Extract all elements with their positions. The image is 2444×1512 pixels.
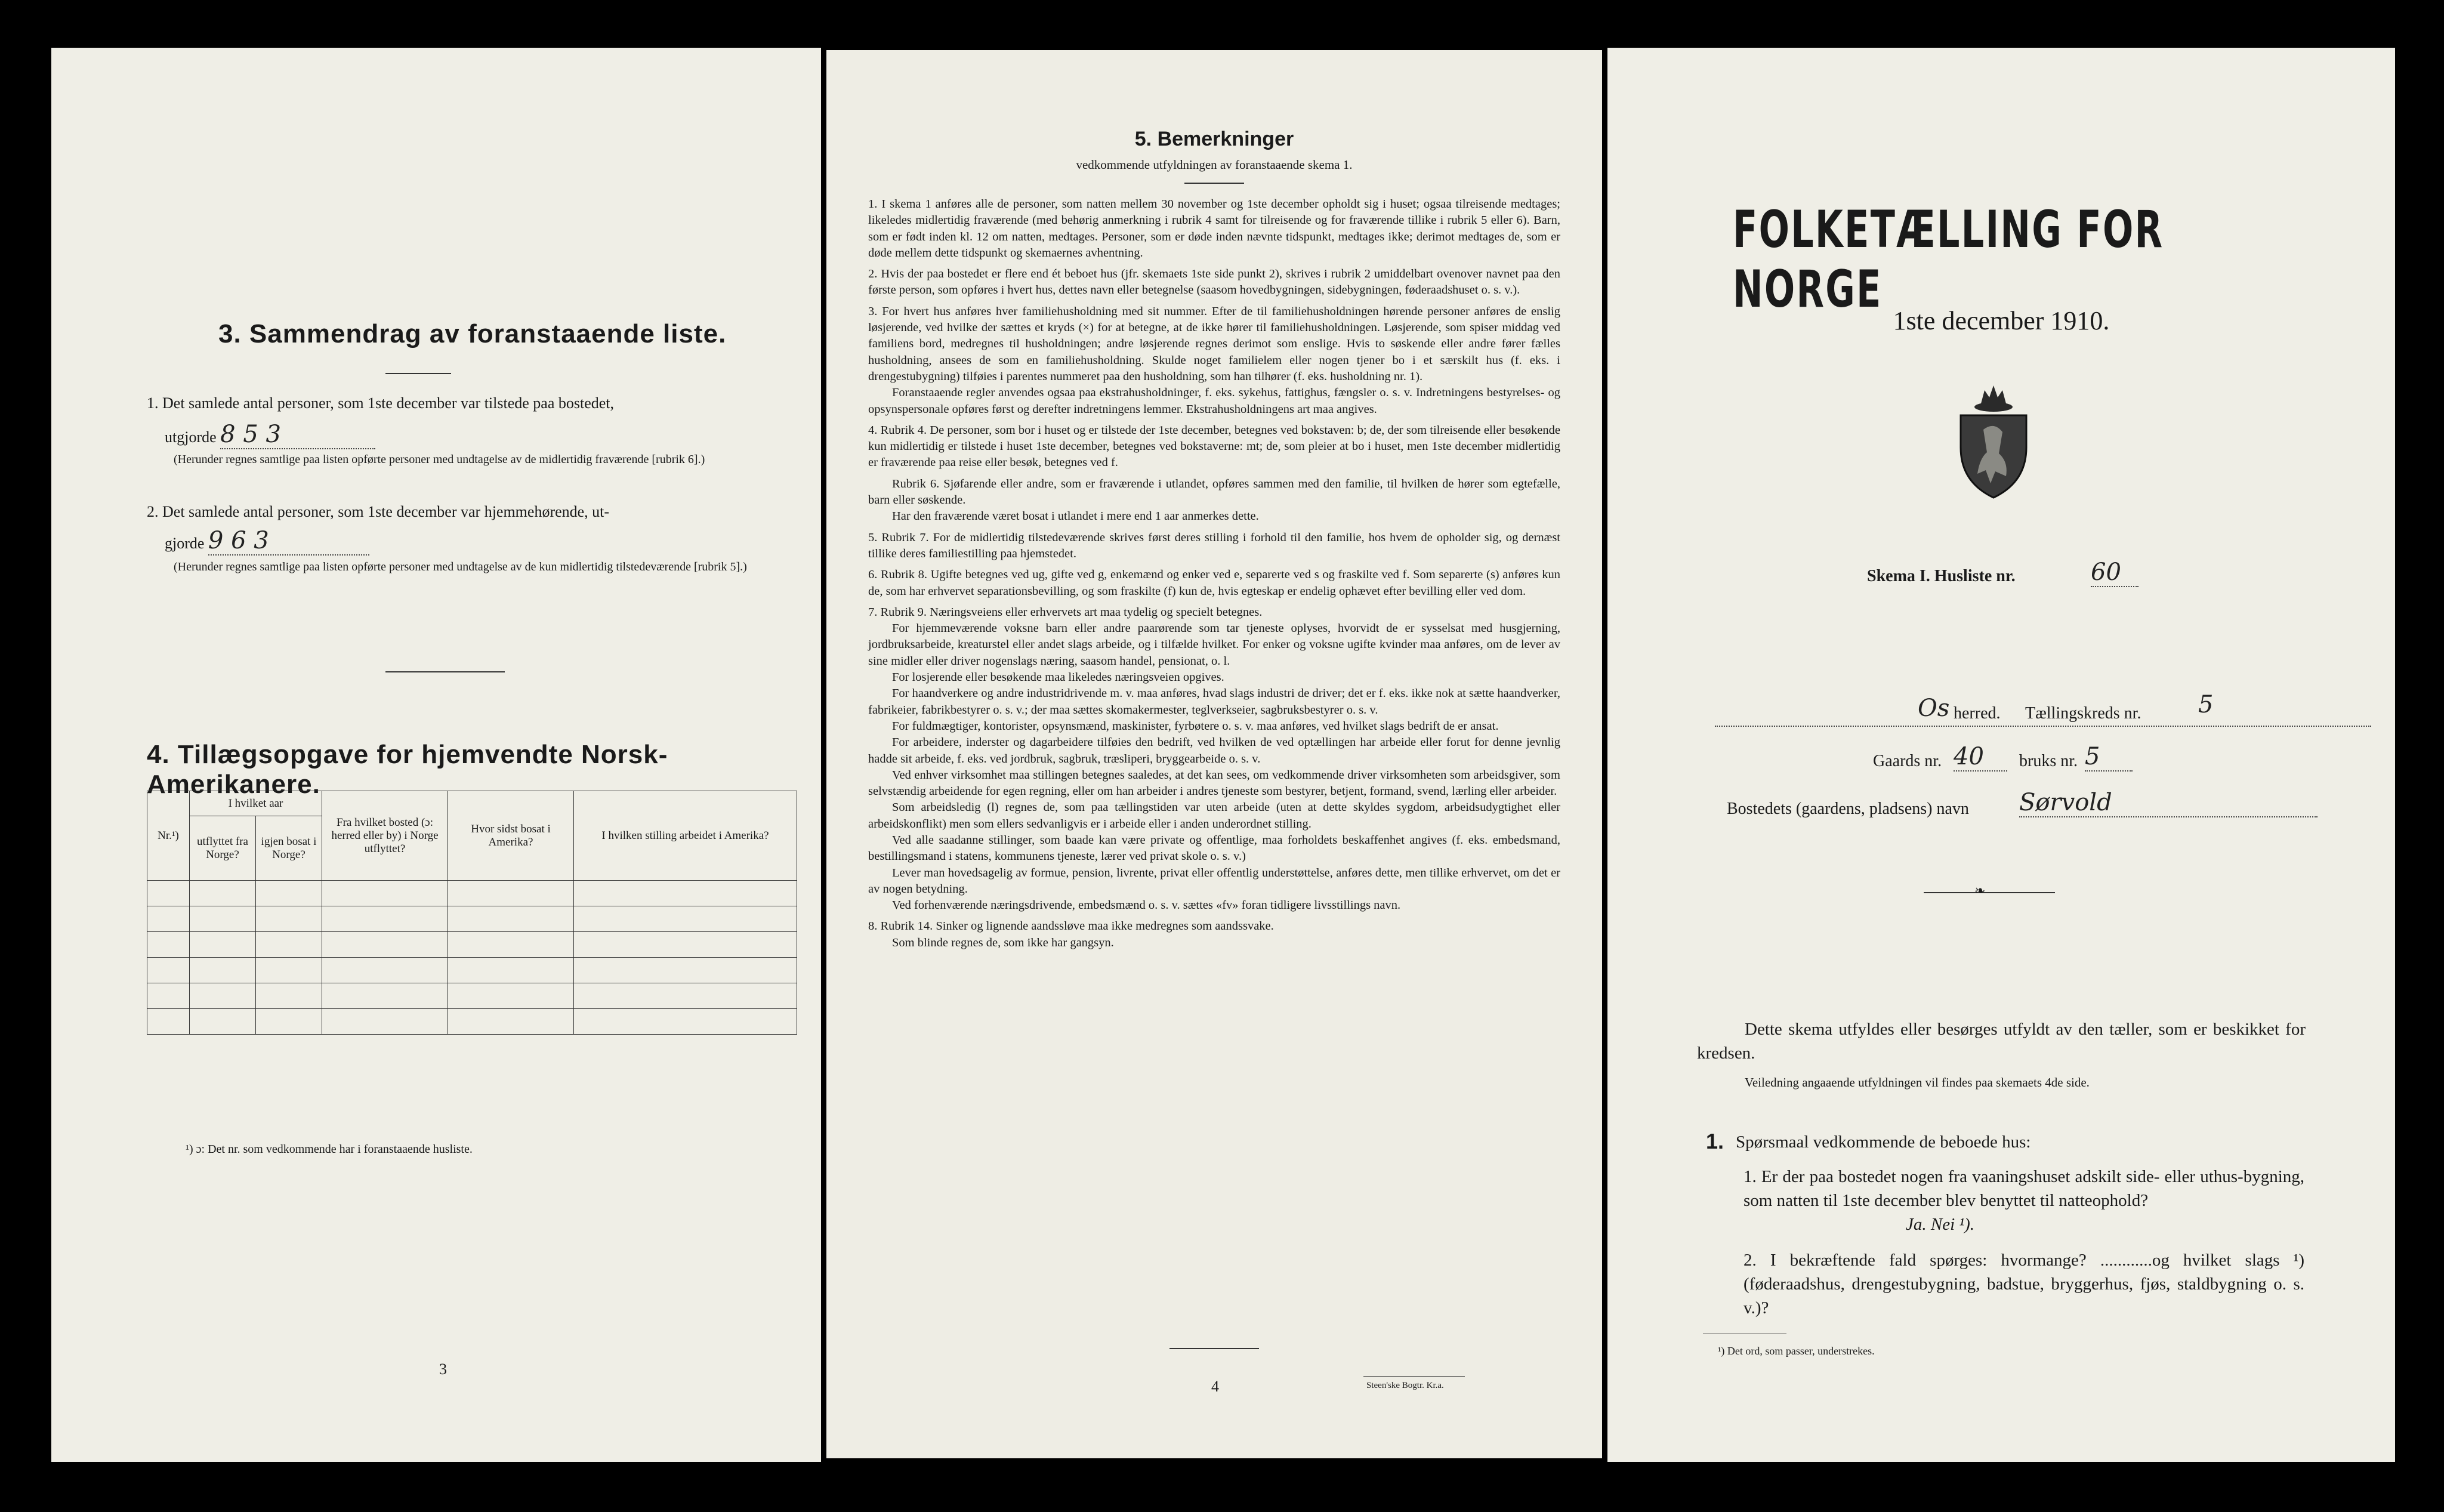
kreds-label: Tællingskreds nr. [2025, 704, 2141, 723]
summary-item-2-note: (Herunder regnes samtlige paa listen opførte personer med undtagelse av de kun midlertidig tilstedeværende [rubrik 5].) [174, 560, 747, 573]
question-section-number: 1. [1706, 1129, 1724, 1153]
middle-page [826, 50, 1602, 1458]
remark-paragraph: Rubrik 6. Sjøfarende eller andre, som er fraværende i utlandet, opføres sammen med den familie, til hvilken de hører som egtefælle, barn eller søskende. [868, 477, 1560, 507]
page-number: 3 [439, 1360, 447, 1378]
remark-paragraph: 8. Rubrik 14. Sinker og lignende aandssløve maa ikke medregnes som aandssvake. [868, 919, 1274, 933]
bruks-label: bruks nr. [2019, 752, 2078, 770]
printer-mark: Steen'ske Bogtr. Kr.a. [1366, 1381, 1444, 1390]
col-year-group: I hvilket aar [190, 791, 322, 816]
remark-paragraph: Som blinde regnes de, som ikke har gangsyn. [892, 936, 1114, 949]
summary-item-2-value-row [165, 527, 761, 556]
col-emigrated: utflyttet fra Norge? [190, 816, 256, 881]
remark-paragraph: For haandverkere og andre industridrivende m. v. maa anføres, hvad slags industri de driver; det er f. eks. ikke nok at sætte haandverker, fabrikeier, fabrikbestyrer o. s. v.; der maa sættes skomakermester, teglverkseier, sagbruksbestyrer o. s. v. [868, 687, 1560, 717]
divider [1924, 892, 2055, 893]
remark-paragraph: Ved forhenværende næringsdrivende, embedsmænd o. s. v. sættes «fv» foran tidligere livsstillings navn. [892, 899, 1401, 912]
remark-paragraph: For arbeidere, inderster og dagarbeidere tilføies den bedrift, ved hvilken de ved optællingen har arbeide eller forut for denne jevnlig hadde sit arbeide, f. eks. ved jordbruk, sagbruk, træsliperi, bryggearbeide o. s. v. [868, 736, 1560, 766]
bosted-label: Bostedets (gaardens, pladsens) navn [1727, 800, 1969, 818]
form-title: FOLKETÆLLING FOR NORGE [1733, 200, 2164, 319]
remark-paragraph: For hjemmeværende voksne barn eller andre paarørende som tar tjeneste oplyses, hvorvidt de er sysselsat med husgjerning, jordbruksarbeide, kreaturstel eller andet slags arbeide, og i tilfælde hvilket. For enker og voksne ugifte kvinder maa anføres, om de lever av sine midler eller driver nogenslags næring, saasom handel, pensionat, o. l. [868, 622, 1560, 668]
question-1-answer: Ja. Nei ¹). [1906, 1215, 1974, 1234]
left-page [51, 48, 821, 1462]
coat-of-arms-icon [1954, 382, 2034, 501]
kreds-value: 5 [2198, 691, 2214, 718]
gaards-label: Gaards nr. [1873, 752, 1942, 770]
col-returned: igjen bosat i Norge? [256, 816, 322, 881]
table-row [147, 932, 797, 958]
herred-row [1715, 691, 2371, 727]
remark-paragraph: 2. Hvis der paa bostedet er flere end ét beboet hus (jfr. skemaets 1ste side punkt 2), skrives i rubrik 2 umiddelbart ovenover navnet paa den første person, som opføres i hvert hus, dettes navn eller betegnelse (saasom hovedbygningen, sidebygningen, føderaadshuset o. s. v.). [868, 267, 1560, 297]
census-date: 1ste december 1910. [1893, 306, 2110, 335]
divider [1363, 1376, 1465, 1377]
bosted-value: Sørvold [2019, 789, 2318, 817]
remark-paragraph: Ved enhver virksomhet maa stillingen betegnes saaledes, at det kan sees, om vedkommende driver virksomheten som arbeidsgiver, som selvstændig arbeidende for egen regning, eller om han arbeider i andres tjeneste som bestyrer, betjent, formand, svend, lærling eller arbeider. [868, 768, 1560, 798]
table-row [147, 1009, 797, 1035]
remark-paragraph: 4. Rubrik 4. De personer, som bor i huset og er tilstede der 1ste december, betegnes ved bokstaven: b; de, der som tilreisende eller besøkende kun midlertidig er tilstede i huset 1ste december, betegnes ved bokstaverne: mt; de, som pleier at bo i huset, men 1ste december midlertidig er fraværende paa reise eller besøk, betegnes ved f. [868, 423, 1560, 470]
herred-label: herred. [1954, 704, 2001, 723]
col-nr: Nr.¹) [147, 791, 190, 881]
col-america-occupation: I hvilken stilling arbeidet i Amerika? [574, 791, 797, 881]
bruks-value: 5 [2085, 743, 2133, 772]
utgjorde-label: utgjorde [165, 428, 217, 446]
summary-item-1-note: (Herunder regnes samtlige paa listen opførte personer med undtagelse av de midlertidig fraværende [rubrik 6].) [174, 453, 705, 466]
returned-emigrants-table [147, 791, 797, 1035]
remarks-title: 5. Bemerkninger [1134, 128, 1294, 150]
remark-paragraph: Ved alle saadanne stillinger, som baade kan være private og offentlige, maa forholdets beskaffenhet angives (f. eks. embedsmand, bestillingsmand i statens, kommunens tjeneste, lærer ved privat skole o. s. v.) [868, 833, 1560, 863]
remark-paragraph: For fuldmægtiger, kontorister, opsynsmænd, maskinister, fyrbøtere o. s. v. maa anføres, ved hvilket slags bedrift de er ansat. [892, 719, 1499, 733]
resident-count: 9 6 3 [208, 527, 269, 554]
section-4-title: 4. Tillægsopgave for hjemvendte Norsk-Amerikanere. [147, 740, 668, 799]
summary-item-2: 2. Det samlede antal personer, som 1ste december var hjemmehørende, ut- [147, 503, 610, 520]
skema-label: Skema I. Husliste nr. [1867, 567, 2016, 585]
question-1: 1. Er der paa bostedet nogen fra vaaningshuset adskilt side- eller uthus-bygning, som natten til 1ste december blev benyttet til natteophold? [1743, 1167, 2304, 1210]
divider [385, 671, 505, 672]
divider [1184, 183, 1244, 184]
question-heading: Spørsmaal vedkommende de beboede hus: [1736, 1133, 2031, 1152]
section-3-title: 3. Sammendrag av foranstaaende liste. [218, 319, 727, 348]
gjorde-label: gjorde [165, 535, 205, 552]
remark-paragraph: Foranstaaende regler anvendes ogsaa paa ekstrahusholdninger, f. eks. sykehus, fattighus, fængsler o. s. v. Indretningens bestyrelses- og opsynspersonale opføres først og derefter indretningens lemmer. Ekstrahusholdningens art maa angives. [868, 386, 1560, 416]
form-intro: Dette skema utfyldes eller besørges utfyldt av den tæller, som er beskikket for kredsen. [1697, 1020, 2306, 1063]
question-2: 2. I bekræftende fald spørges: hvormange? ............og hvilket slags ¹) (føderaadshus, drengestubygning, badstue, bryggerhus, fjøs, staldbygning o. s. v.)? [1743, 1251, 2304, 1317]
summary-item-1: 1. Det samlede antal personer, som 1ste december var tilstede paa bostedet, [147, 394, 615, 412]
remark-paragraph: 5. Rubrik 7. For de midlertidig tilstedeværende skrives først deres stilling i forhold til den familie, hos hvem de opholder sig, og dernæst tillike deres familiestilling paa hjemstedet. [868, 530, 1560, 560]
form-intro-note: Veiledning angaaende utfyldningen vil findes paa skemaets 4de side. [1745, 1075, 2090, 1090]
remark-paragraph: For losjerende eller besøkende maa likeledes næringsveien opgives. [892, 671, 1224, 684]
remark-paragraph: Som arbeidsledig (l) regnes de, som paa tællingstiden var uten arbeide (uten at dette skyldes sygdom, arbeidsudygtighet eller arbeidskonflikt) men som ellers sedvanligvis er i arbeide eller i anden underordnet stilling. [868, 801, 1560, 831]
husliste-number: 60 [2091, 558, 2138, 587]
herred-value: Os [1918, 695, 1950, 722]
col-america-residence: Hvor sidst bosat i Amerika? [448, 791, 574, 881]
remarks-list [868, 196, 1560, 951]
remark-paragraph: 6. Rubrik 8. Ugifte betegnes ved ug, gifte ved g, enkemænd og enker ved e, separerte ved s og fraskilte ved f. Som separerte (s) anføres kun de, som har erhvervet separationsbevilling, og som fraskilte (f) kun de, hvis egteskap er endelig ophævet efter bevilling eller ved dom. [868, 568, 1560, 598]
divider [385, 373, 451, 374]
remark-paragraph: Lever man hovedsagelig av formue, pension, livrente, privat eller offentlig understøttelse, anføres dette, men tillike erhvervet, om det er av nogen betydning. [868, 866, 1560, 896]
gaards-value: 40 [1954, 743, 2007, 772]
summary-item-1-value-row [165, 421, 761, 449]
remark-paragraph: 3. For hvert hus anføres hver familiehusholdning med sit nummer. Efter de til familiehusholdningen hørende personer anføres de enslig løsjerende, ved hvilke der sættes et kryds (×) for at betegne, at de ikke hører til familiehusholdningen. Løsjerende, som spiser middag ved familiens bord, medregnes til husholdningen; andre løsjerende regnes derimot som enslige. Hvis to søskende eller andre fører fælles husholdning, ansees de som en familiehusholdning. Skulde noget familielem eller nogen tjener bo i et særskilt hus (f. eks. i drengestubygning) tilføies i parentes nummeret paa den husholdning, som han tilhører (f. eks. husholdning nr. 1). [868, 304, 1560, 383]
remark-paragraph: Har den fraværende været bosat i utlandet i mere end 1 aar anmerkes dette. [892, 510, 1259, 523]
right-page [1607, 48, 2395, 1462]
col-from-place: Fra hvilket bosted (ɔ: herred eller by) i Norge utflyttet? [322, 791, 448, 881]
remarks-subtitle: vedkommende utfyldningen av foranstaaende skema 1. [1076, 158, 1353, 172]
divider [1169, 1348, 1259, 1349]
remark-paragraph: 1. I skema 1 anføres alle de personer, som natten mellem 30 november og 1ste december opholdt sig i huset; ogsaa tilreisende medtages; likeledes midlertidig fraværende (med behørig anmerkning i rubrik 4 samt for tilreisende og for fraværende tillike i rubrik 5 eller 6). Barn, som er født inden kl. 12 om natten, medtages. Personer, som er døde inden nævnte tidspunkt, medtages ikke; derimot medtages de, som er døde mellem dette tidspunkt og skemaernes avhentning. [868, 198, 1560, 260]
table-row [147, 881, 797, 906]
table-row [147, 906, 797, 932]
present-count: 8 5 3 [220, 421, 281, 448]
table-row [147, 983, 797, 1009]
remark-paragraph: 7. Rubrik 9. Næringsveiens eller erhvervets art maa tydelig og specielt betegnes. [868, 605, 1263, 619]
page-number: 4 [1211, 1378, 1219, 1395]
form-footnote: ¹) Det ord, som passer, understrekes. [1718, 1345, 1875, 1357]
table-footnote: ¹) ɔ: Det nr. som vedkommende har i foranstaaende husliste. [186, 1143, 473, 1156]
table-row [147, 958, 797, 983]
ornament-icon: ❧ [1974, 883, 1986, 898]
